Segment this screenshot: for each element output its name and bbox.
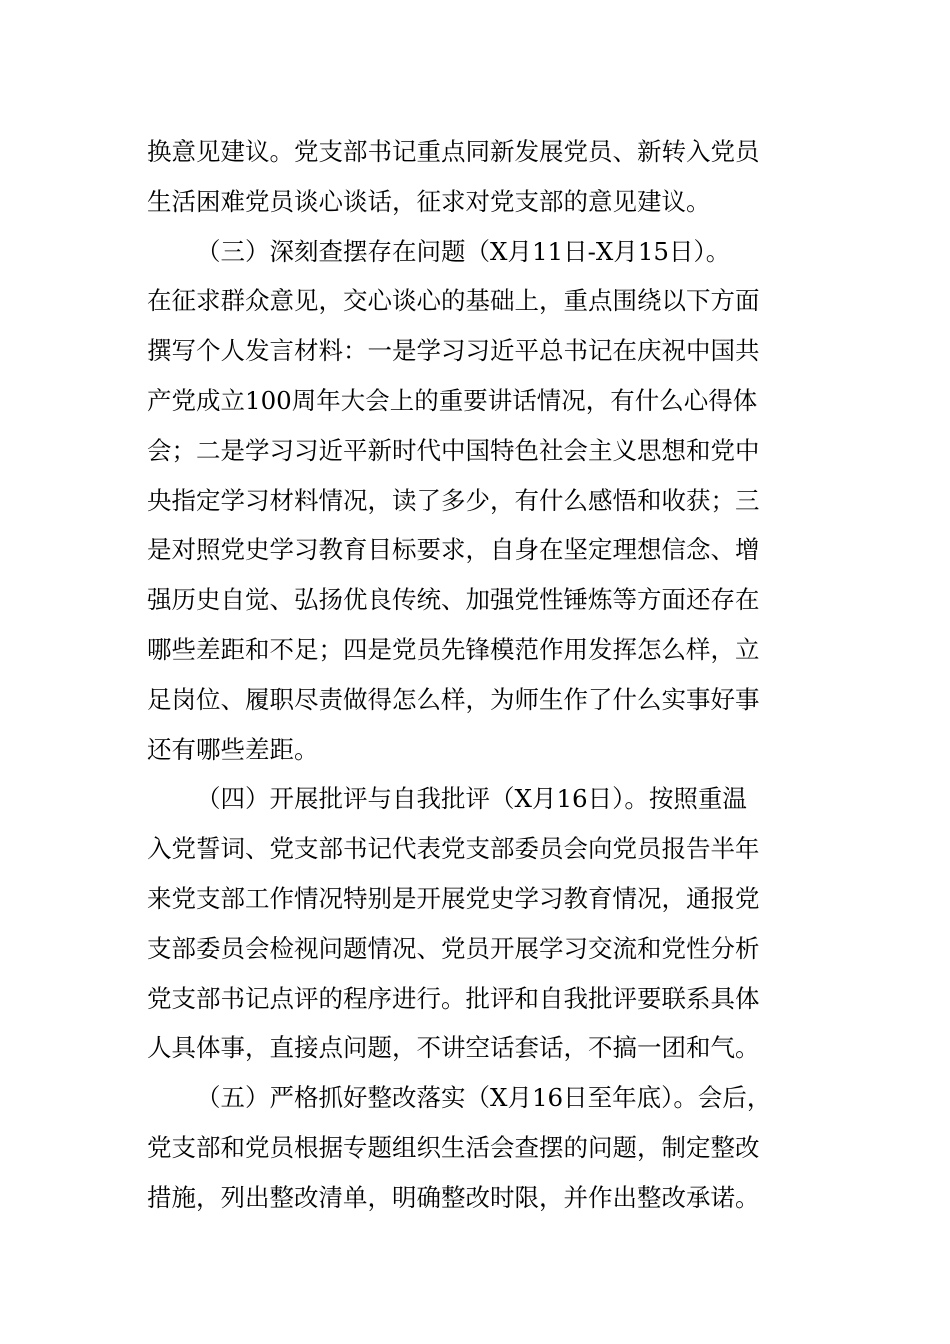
text-line: （五）严格抓好整改落实（X月16日至年底）。会后， (196, 1083, 772, 1113)
text-line: 强历史自觉、弘扬优良传统、加强党性锤炼等方面还存在 (147, 585, 760, 615)
text-line: 支部委员会检视问题情况、党员开展学习交流和党性分析 (147, 933, 760, 963)
text-line: 换意见建议。党支部书记重点同新发展党员、新转入党员 (147, 137, 760, 166)
text-line: 在征求群众意见，交心谈心的基础上，重点围绕以下方面 (147, 286, 760, 316)
text-line: 党支部和党员根据专题组织生活会查摆的问题，制定整改 (147, 1132, 760, 1162)
text-line: 产党成立100周年大会上的重要讲话情况，有什么心得体 (147, 385, 758, 415)
text-line: 央指定学习材料情况，读了多少，有什么感悟和收获；三 (147, 485, 760, 515)
text-line: 党支部书记点评的程序进行。批评和自我批评要联系具体 (147, 983, 760, 1013)
text-line: 人具体事，直接点问题，不讲空话套话，不搞一团和气。 (147, 1033, 760, 1063)
text-line: 是对照党史学习教育目标要求，自身在坚定理想信念、增 (147, 535, 760, 565)
text-line: 来党支部工作情况特别是开展党史学习教育情况，通报党 (147, 883, 760, 913)
text-line: 哪些差距和不足；四是党员先锋模范作用发挥怎么样，立 (147, 634, 760, 664)
text-line: 足岗位、履职尽责做得怎么样，为师生作了什么实事好事 (147, 684, 760, 714)
text-line: （四）开展批评与自我批评（X月16日）。按照重温 (196, 784, 747, 814)
text-line: 撰写个人发言材料：一是学习习近平总书记在庆祝中国共 (147, 336, 760, 366)
text-line: 会；二是学习习近平新时代中国特色社会主义思想和党中 (147, 435, 760, 465)
text-line: 生活困难党员谈心谈话，征求对党支部的意见建议。 (147, 186, 711, 216)
document-body (147, 127, 807, 1223)
text-line: 入党誓词、党支部书记代表党支部委员会向党员报告半年 (147, 834, 760, 864)
text-line: 措施，列出整改清单，明确整改时限，并作出整改承诺。 (147, 1182, 760, 1212)
text-line: 还有哪些差距。 (147, 734, 319, 764)
text-line: （三）深刻查摆存在问题（X月11日-X月15日）。 (196, 236, 731, 266)
